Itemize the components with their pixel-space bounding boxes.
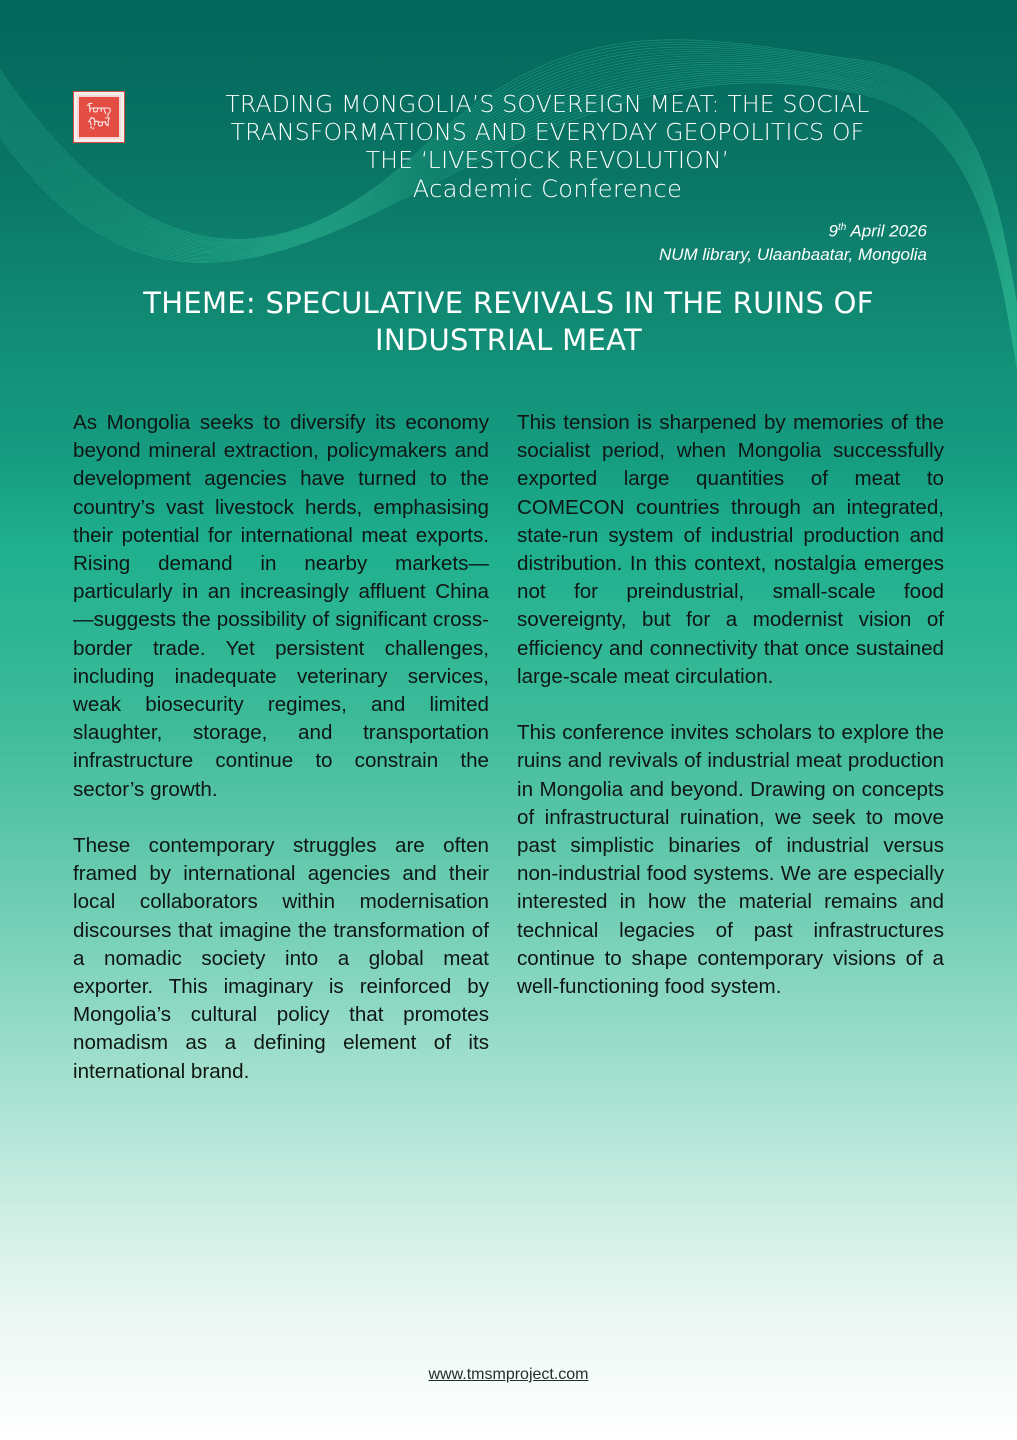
event-date: [659, 216, 927, 243]
body-paragraph: This conference invites scholars to explore the ruins and revivals of industrial meat production in Mongolia and beyond. Drawing on concepts of infrastructural ruination, we seek to move past simplistic binaries of industrial versus non-industrial food systems. We are especially interested in how the material remains and technical legacies of past infrastructures continue to shape contemporary visions of a well-functioning food system.: [517, 721, 944, 999]
event-details: [659, 216, 927, 266]
event-location: NUM library, Ulaanbaatar, Mongolia: [658, 244, 927, 264]
theme-line: THEME: SPECULATIVE REVIVALS IN THE RUINS OF: [143, 286, 874, 320]
body-paragraph: This tension is sharpened by memories of the socialist period, when Mongolia successfully exported large quantities of meat to COMECON countries through an integrated, state-run system of industrial production and distribution. In this context, nostalgia emerges not for preindustrial, small-scale food sovereignty, but for a modernist vision of efficiency and connectivity that once sustained large-scale meat circulation.: [517, 411, 944, 688]
date-day: 9: [828, 221, 838, 241]
logo-glyph-line: ᠮᠣᠩ: [86, 102, 112, 117]
body-column-left: [73, 409, 489, 1114]
date-month-year: April 2026: [846, 221, 927, 241]
date-suffix: th: [838, 222, 847, 233]
logo-glyph-line: ᠭᠣᠯ: [87, 116, 111, 131]
website-link[interactable]: www.tmsmproject.com: [428, 1366, 589, 1383]
theme-heading: [40, 285, 977, 359]
red-seal-stamp-icon: [77, 95, 121, 139]
theme-line: INDUSTRIAL MEAT: [375, 323, 642, 357]
body-column-right: [517, 409, 944, 1029]
conference-subtitle: Academic Conference: [412, 175, 683, 203]
conference-logo-seal: [73, 91, 125, 143]
footer: [0, 1366, 1017, 1384]
body-paragraph: As Mongolia seeks to diversify its economy beyond mineral extraction, policymakers and development agencies have turned to the country’s vast livestock herds, emphasising their potential for international meat exports. Rising demand in nearby markets—particularly in an increasingly affluent China—suggests the possibility of significant cross-border trade. Yet persistent challenges, including inadequate veterinary services, weak biosecurity regimes, and limited slaughter, storage, and transportation infrastructure continue to constrain the sector’s growth.: [73, 411, 489, 801]
title-line: TRADING MONGOLIA’S SOVEREIGN MEAT: THE SOCIAL: [225, 90, 870, 118]
title-line: TRANSFORMATIONS AND EVERYDAY GEOPOLITICS OF: [230, 118, 865, 146]
conference-title: [160, 90, 935, 204]
title-line: THE ‘LIVESTOCK REVOLUTION’: [365, 146, 730, 174]
body-paragraph: These contemporary struggles are often framed by international agencies and their local collaborators within modernisation discourses that imagine the transformation of a nomadic society into a global meat exporter. This imaginary is reinforced by Mongolia’s cultural policy that promotes nomadism as a defining element of its international brand.: [73, 834, 489, 1083]
